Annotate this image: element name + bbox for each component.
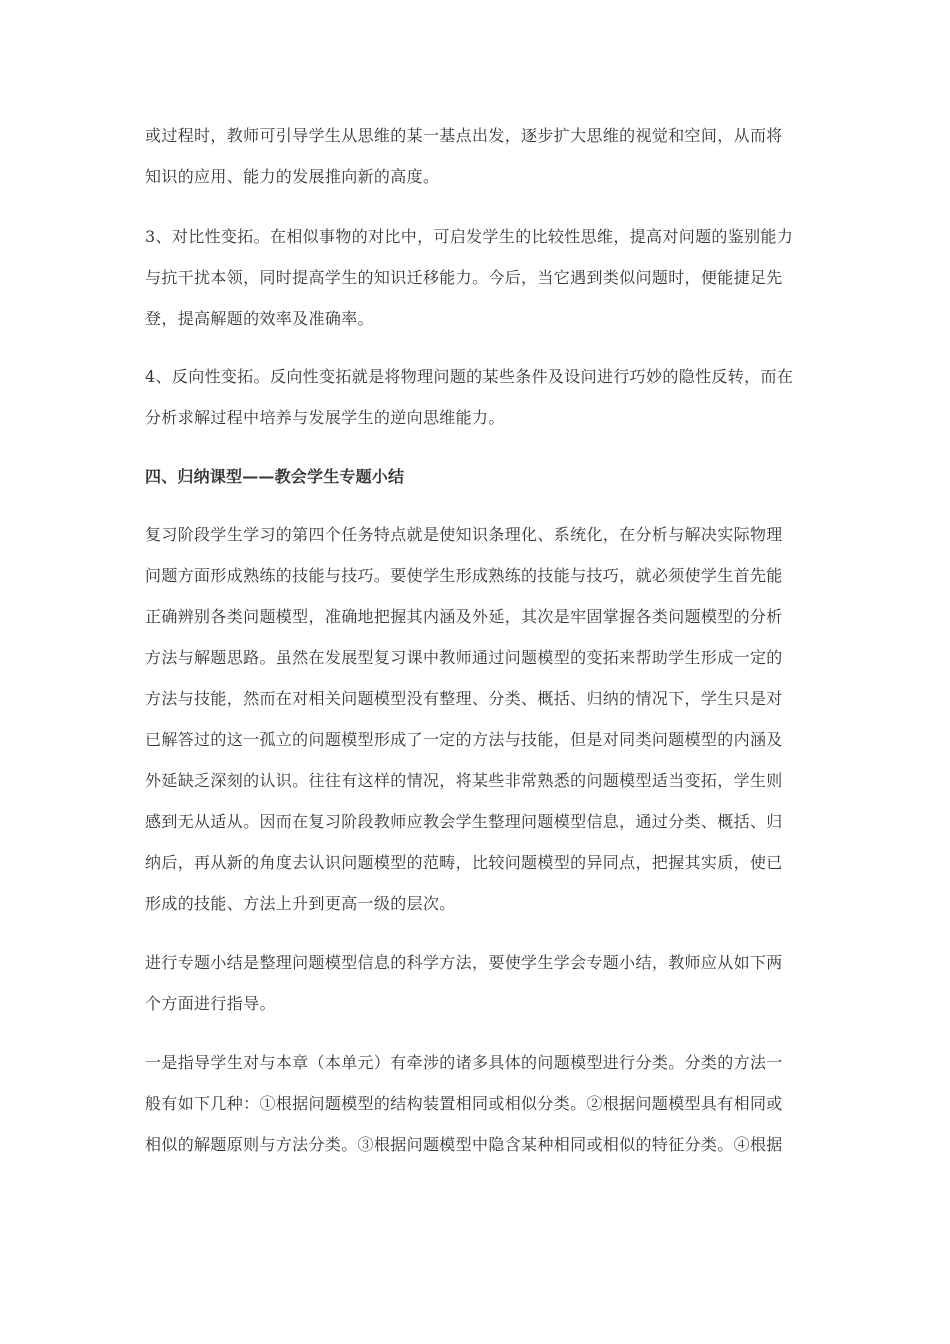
paragraph-5-line-1: 复习阶段学生学习的第四个任务特点就是使知识条理化、系统化，在分析与解决实际物理 xyxy=(145,525,783,544)
paragraph-5-line-4: 方法与解题思路。虽然在发展型复习课中教师通过问题模型的变拓来帮助学生形成一定的 xyxy=(145,648,783,667)
paragraph-6-line-2: 个方面进行指导。 xyxy=(145,994,276,1013)
paragraph-1-line-2: 知识的应用、能力的发展推向新的高度。 xyxy=(145,167,440,186)
paragraph-3-line-2: 分析求解过程中培养与发展学生的逆向思维能力。 xyxy=(145,408,505,427)
paragraph-5-line-10: 形成的技能、方法上升到更高一级的层次。 xyxy=(145,894,456,913)
paragraph-5-line-8: 感到无从适从。因而在复习阶段教师应教会学生整理问题模型信息，通过分类、概括、归 xyxy=(145,812,783,831)
paragraph-2-line-2: 与抗干扰本领，同时提高学生的知识迁移能力。今后，当它遇到类似问题时，便能捷足先 xyxy=(145,268,783,287)
paragraph-5-line-5: 方法与技能，然而在对相关问题模型没有整理、分类、概括、归纳的情况下，学生只是对 xyxy=(145,689,783,708)
paragraph-5-line-3: 正确辨别各类问题模型，准确地把握其内涵及外延，其次是牢固掌握各类问题模型的分析 xyxy=(145,607,783,626)
paragraph-5-line-7: 外延缺乏深刻的认识。往往有这样的情况，将某些非常熟悉的问题模型适当变拓，学生则 xyxy=(145,771,783,790)
paragraph-5-line-2: 问题方面形成熟练的技能与技巧。要使学生形成熟练的技能与技巧，就必须使学生首先能 xyxy=(145,566,783,585)
paragraph-6-line-1: 进行专题小结是整理问题模型信息的科学方法，要使学生学会专题小结，教师应从如下两 xyxy=(145,953,783,972)
section-heading: 四、归纳课型——教会学生专题小结 xyxy=(145,467,405,486)
paragraph-7-line-1: 一是指导学生对与本章（本单元）有牵涉的诸多具体的问题模型进行分类。分类的方法一 xyxy=(145,1053,783,1072)
paragraph-1-line-1: 或过程时，教师可引导学生从思维的某一基点出发，逐步扩大思维的视觉和空间，从而将 xyxy=(145,126,783,145)
paragraph-5-line-9: 纳后，再从新的角度去认识问题模型的范畴，比较问题模型的异同点，把握其实质，使已 xyxy=(145,853,783,872)
paragraph-2-line-1: 3、对比性变拓。在相似事物的对比中，可启发学生的比较性思维，提高对问题的鉴别能力 xyxy=(145,227,794,246)
paragraph-2-line-3: 登，提高解题的效率及准确率。 xyxy=(145,309,374,328)
paragraph-7-line-2: 般有如下几种：①根据问题模型的结构装置相同或相似分类。②根据问题模型具有相同或 xyxy=(145,1094,783,1113)
paragraph-5-line-6: 已解答过的这一孤立的问题模型形成了一定的方法与技能，但是对同类问题模型的内涵及 xyxy=(145,730,783,749)
paragraph-7-line-3: 相似的解题原则与方法分类。③根据问题模型中隐含某种相同或相似的特征分类。④根据 xyxy=(145,1135,783,1154)
paragraph-3-line-1: 4、反向性变拓。反向性变拓就是将物理问题的某些条件及设问进行巧妙的隐性反转，而在 xyxy=(145,367,794,386)
